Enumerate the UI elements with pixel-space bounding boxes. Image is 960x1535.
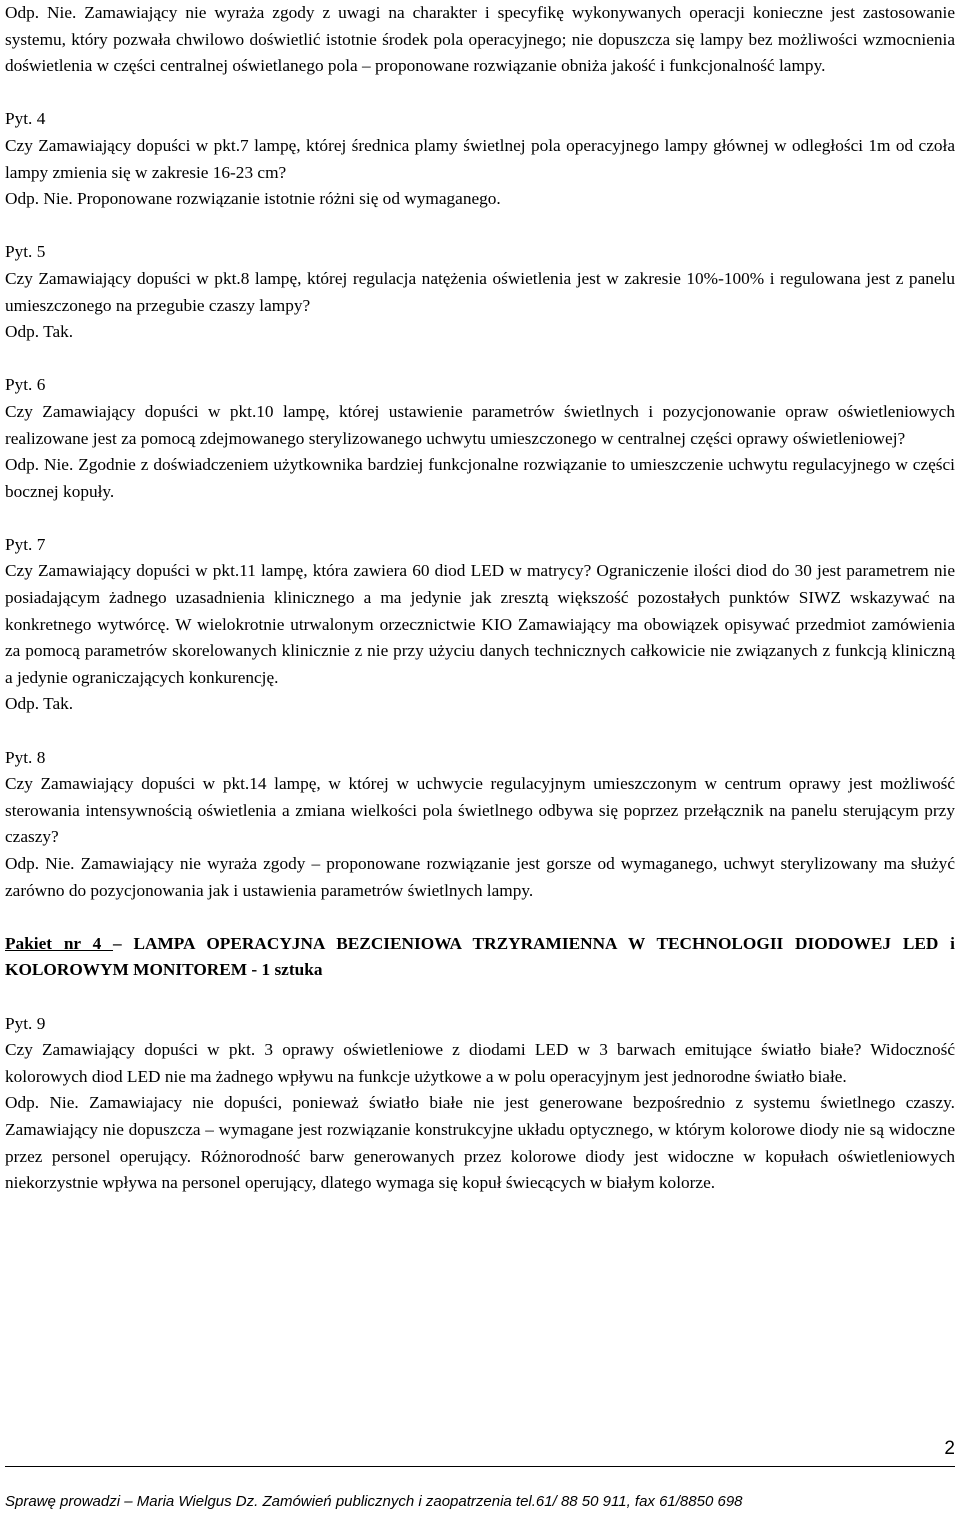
question-text: Czy Zamawiający dopuści w pkt. 3 oprawy oświetleniowe z diodami LED w 3 barwach emitujące światło białe? Widoczność kolorowych diod LED nie ma żadnego wpływu na funkcje użytkowe a w polu operacyjnym jest jednorodne światło białe. xyxy=(5,1040,955,1086)
question-number: Pyt. 8 xyxy=(5,747,46,767)
question-text: Czy Zamawiający dopuści w pkt.14 lampę, w której w uchwycie regulacyjnym umieszczonym w centrum oprawy jest możliwość sterowania intensywnością oświetlenia a zmiana wielkości pola świetlnego odbywa się poprzez przełącznik na panelu sterującym przy czaszy? xyxy=(5,774,955,847)
pakiet-label: Pakiet nr 4 xyxy=(5,933,114,953)
question-number: Pyt. 7 xyxy=(5,534,46,554)
question-number: Pyt. 5 xyxy=(5,242,46,262)
question-number: Pyt. 4 xyxy=(5,109,46,129)
answer-text: Odp. Nie. Proponowane rozwiązanie istotnie różni się od wymaganego. xyxy=(5,189,501,209)
page-footer: Sprawę prowadzi – Maria Wielgus Dz. Zamówień publicznych i zaopatrzenia tel.61/ 88 50 911, fax 61/8850 698 xyxy=(5,1493,743,1510)
answer-text: Odp. Tak. xyxy=(5,322,74,342)
question-number: Pyt. 6 xyxy=(5,375,46,395)
question-7 xyxy=(5,532,955,718)
question-9 xyxy=(5,1011,955,1197)
pakiet-title xyxy=(5,931,955,984)
answer-text: Odp. Nie. Zamawiający nie wyraża zgody z uwagi na charakter i specyfikę wykonywanych operacji konieczne jest zastosowanie systemu, który pozwała chwilowo doświetlić istotnie środek pola operacyjnego; nie dopuszcza się lampy bez możliwości wzmocnienia doświetlenia w części centralnej oświetlanego pola – proponowane rozwiązanie obniża jakość i funkcjonalność lampy. xyxy=(5,3,955,76)
question-number: Pyt. 9 xyxy=(5,1013,46,1033)
question-text: Czy Zamawiający dopuści w pkt.11 lampę, która zawiera 60 diod LED w matrycy? Ograniczenie ilości diod do 30 jest parametrem nie posiadającym żadnego uzasadnienia klinicznego a ma jedynie jak zresztą większość pozostałych punktów SIWZ wskazywać na konkretnego wytwórcę. W wielokrotnie utrwalonym orzecznictwie KIO Zamawiający ma obowiązek opisywać przedmiot zamówienia za pomocą parametrów skorelowanych klinicznie z nie przy użyciu danych technicznych całkowicie nie związanych z funkcją kliniczną a jedynie ograniczających konkurencję. xyxy=(5,561,955,687)
page-number: 2 xyxy=(944,1438,955,1459)
question-5 xyxy=(5,239,955,345)
question-text: Czy Zamawiający dopuści w pkt.8 lampę, której regulacja natężenia oświetlenia jest w zakresie 10%-100% i regulowana jest z panelu umieszczonego na przegubie czaszy lampy? xyxy=(5,268,955,315)
document-body xyxy=(5,0,955,1197)
answer-3 xyxy=(5,0,955,80)
pakiet-description: – LAMPA OPERACYJNA BEZCIENIOWA TRZYRAMIENNA W TECHNOLOGII DIODOWEJ LED i KOLOROWYM MONITOREM - 1 sztuka xyxy=(5,933,955,980)
answer-text: Odp. Nie. Zgodnie z doświadczeniem użytkownika bardziej funkcjonalne rozwiązanie to umieszczenie uchwytu regulacyjnego w części bocznej kopuły. xyxy=(5,455,955,501)
pakiet-heading xyxy=(5,931,955,984)
question-text: Czy Zamawiający dopuści w pkt.10 lampę, której ustawienie parametrów świetlnych i pozycjonowanie opraw oświetleniowych realizowane jest za pomocą zdejmowanego sterylizowanego uchwytu umieszczonego w centralnej części oprawy oświetleniowej? xyxy=(5,401,955,448)
question-6 xyxy=(5,372,955,505)
answer-text: Odp. Tak. xyxy=(5,694,74,714)
footer-divider xyxy=(5,1466,955,1467)
question-4 xyxy=(5,106,955,212)
question-8 xyxy=(5,745,955,905)
answer-text: Odp. Nie. Zamawiający nie wyraża zgody – proponowane rozwiązanie jest gorsze od wymaganego, uchwyt sterylizowany ma służyć zarówno do pozycjonowania jak i ustawienia parametrów świetlnych lampy. xyxy=(5,854,955,900)
question-text: Czy Zamawiający dopuści w pkt.7 lampę, której średnica plamy świetlnej pola operacyjnego lampy głównej w odległości 1m od czoła lampy zmienia się w zakresie 16-23 cm? xyxy=(5,135,955,182)
answer-text: Odp. Nie. Zamawiajacy nie dopuści, ponieważ światło białe nie jest generowane bezpośrednio z systemu świetlnego czaszy. Zamawiający nie dopuszcza – wymagane jest rozwiązanie konstrukcyjne układu optycznego, w którym kolorowe diody nie są widoczne przez personel operujący. Różnorodność barw generowanych przez kolorowe diody jest widoczne w kopułach oświetleniowych niekorzystnie wpływa na personel operujący, dlatego wymaga się kopuł świecących w białym kolorze. xyxy=(5,1093,955,1193)
